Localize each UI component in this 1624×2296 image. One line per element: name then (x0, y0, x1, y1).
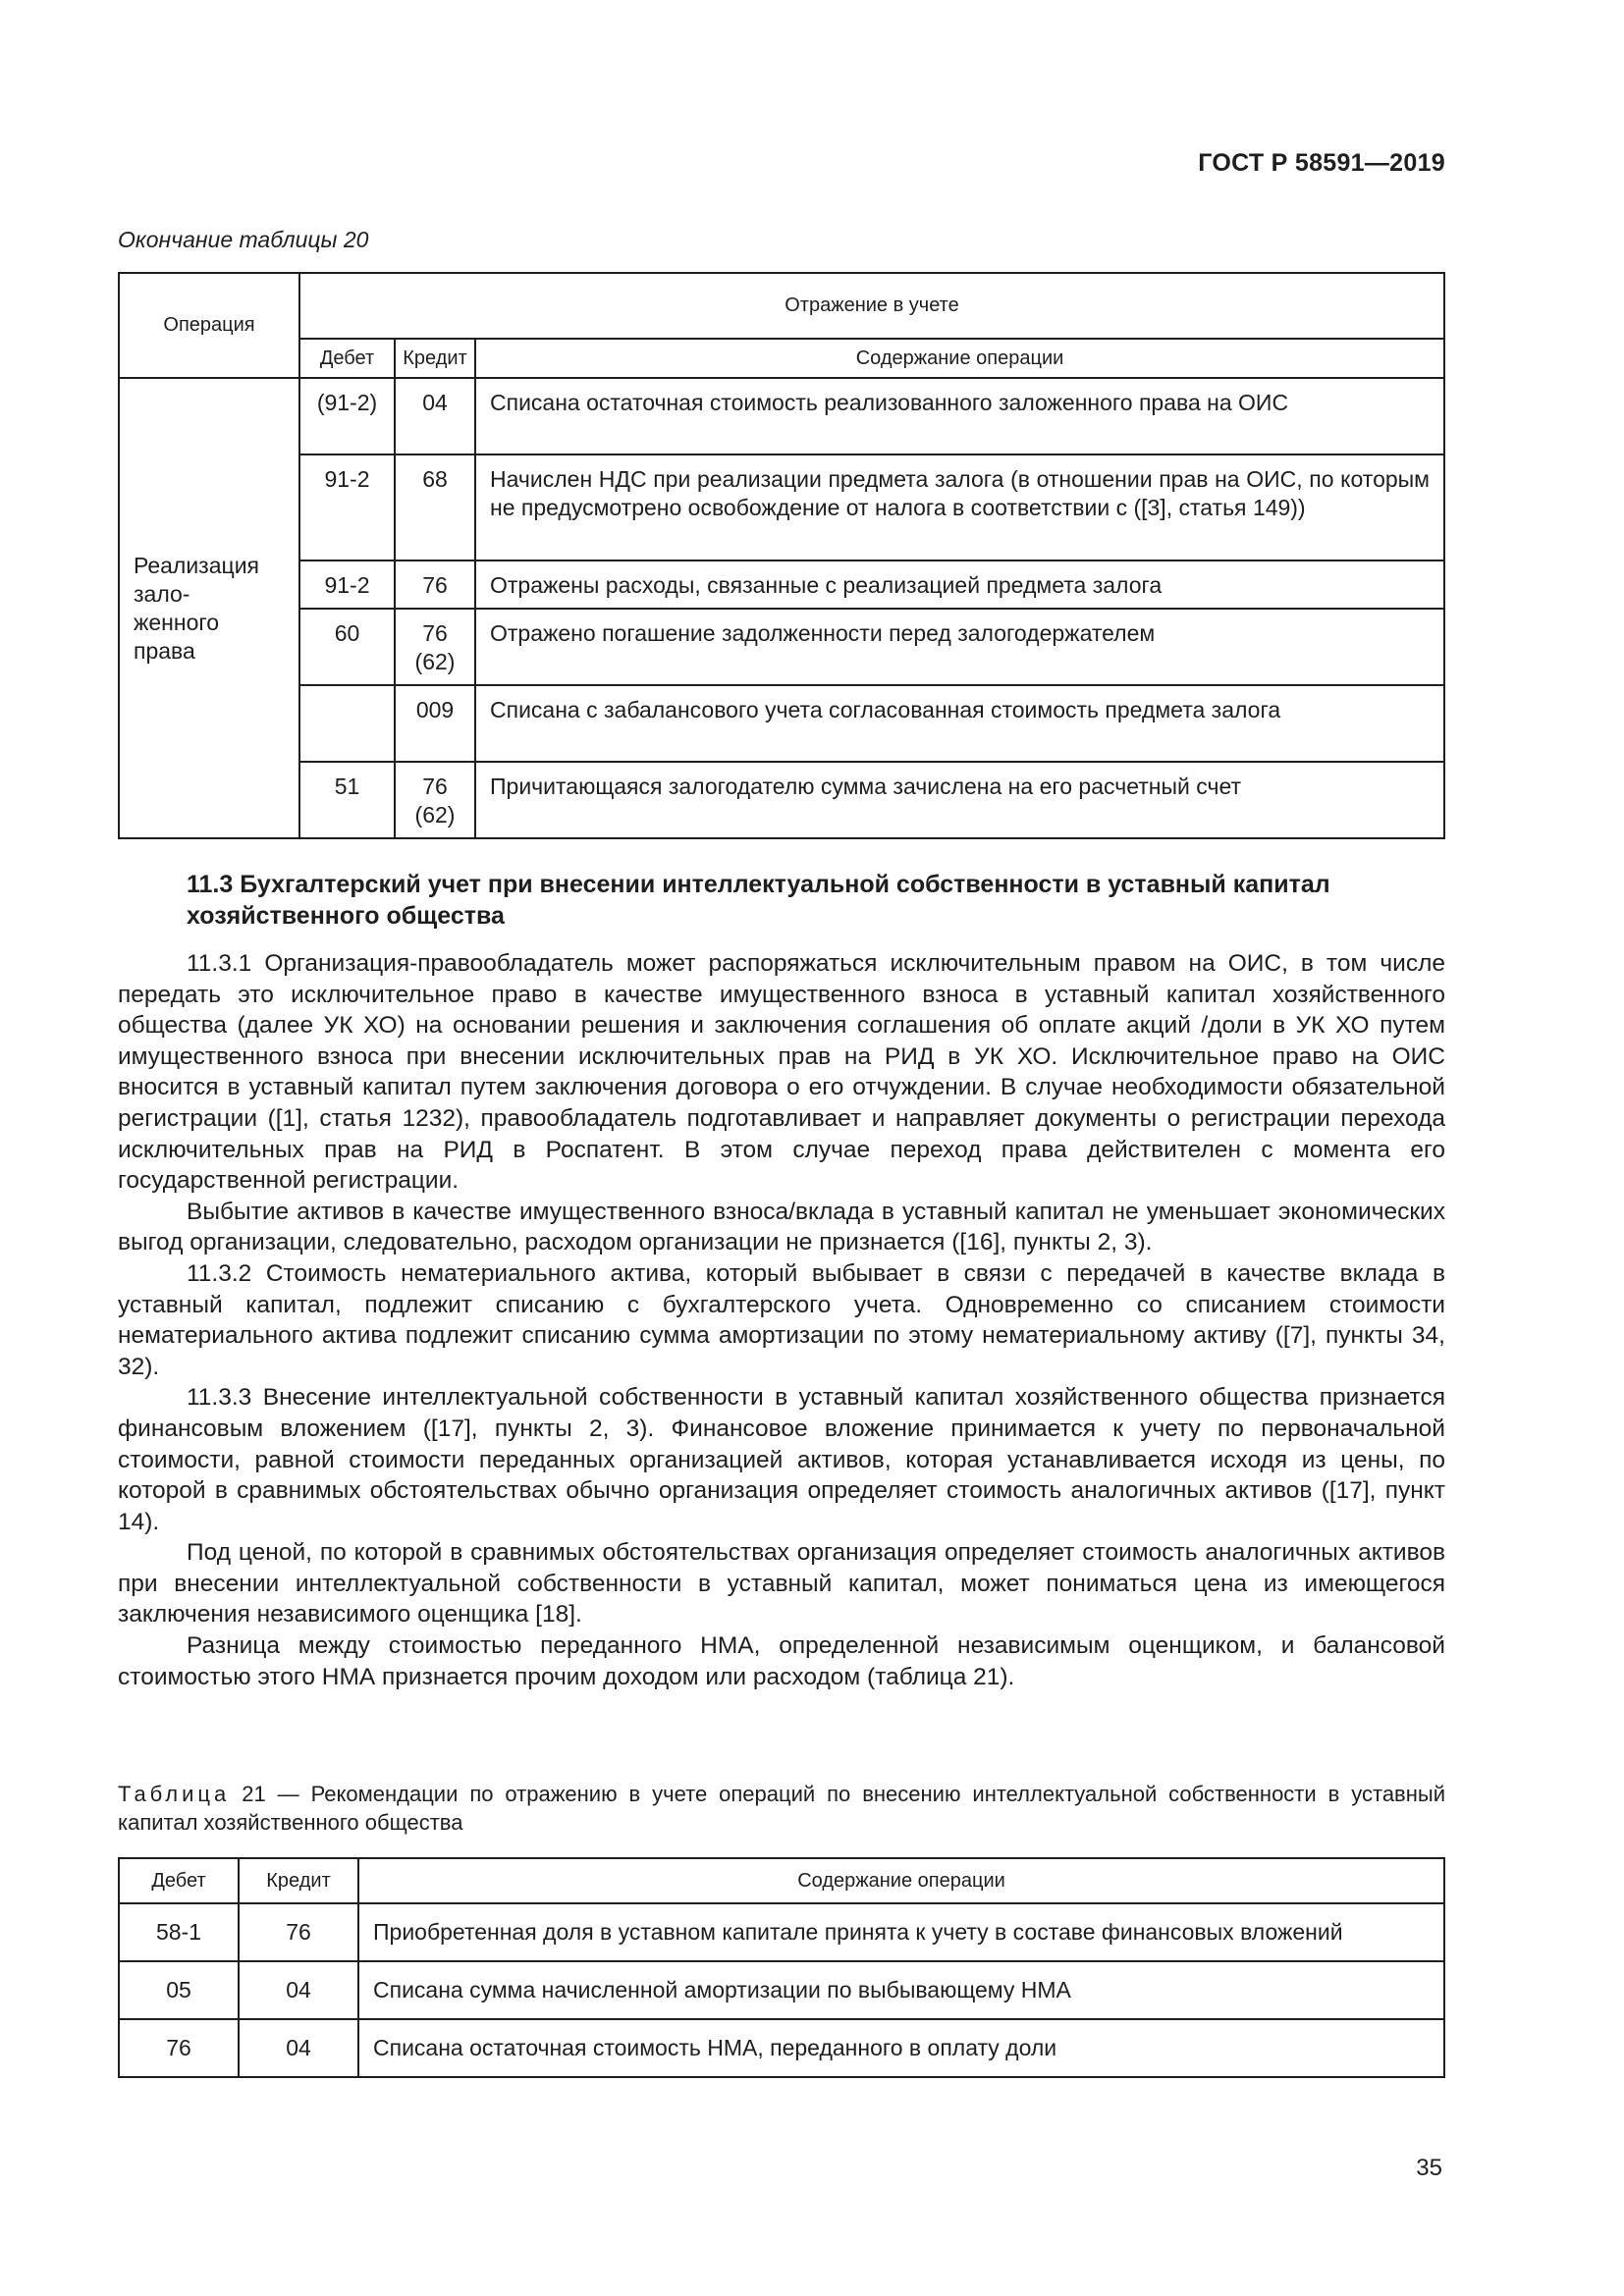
page-number: 35 (1416, 2155, 1442, 2181)
header-reflection: Отражение в учете (299, 273, 1444, 339)
header-credit: Кредит (239, 1858, 358, 1903)
header-content: Содержание операции (358, 1858, 1444, 1903)
content-cell: Причитающаяся залогодателю сумма зачислена на его расчетный счет (475, 762, 1444, 838)
credit-cell: 76 (62) (395, 762, 475, 838)
content-cell: Списана сумма начисленной амортизации по выбывающему НМА (358, 1961, 1444, 2019)
paragraph: 11.3.2 Стоимость нематериального актива, который выбывает в связи с передачей в качестве вклада в уставный капитал, подлежит списанию с бухгалтерского учета. Одновременно со списанием стоимости нематериального актива подлежит списанию сумма амортизации по этому нематериальному активу ([7], пункты 34, 32). (118, 1259, 1445, 1380)
credit-cell: 04 (395, 378, 475, 454)
table-21 (118, 1857, 1445, 2078)
content-cell: Списана остаточная стоимость реализованного заложенного права на ОИС (475, 378, 1444, 454)
credit-cell: 04 (239, 2019, 358, 2077)
credit-cell: 04 (239, 1961, 358, 2019)
credit-cell: 76 (62) (395, 609, 475, 685)
credit-cell: 68 (395, 454, 475, 561)
debit-cell: (91-2) (299, 378, 395, 454)
content-cell: Приобретенная доля в уставном капитале принята к учету в составе финансовых вложений (358, 1903, 1444, 1961)
table-row (119, 454, 1444, 561)
table-21-caption (118, 1780, 1445, 1837)
table-row (119, 685, 1444, 762)
header-operation: Операция (119, 273, 299, 378)
table-row (119, 1961, 1444, 2019)
document-code: ГОСТ Р 58591—2019 (1198, 149, 1445, 177)
header-debit: Дебет (119, 1858, 239, 1903)
header-debit: Дебет (299, 339, 395, 378)
table-20-continuation-caption: Окончание таблицы 20 (118, 227, 369, 252)
header-content: Содержание операции (475, 339, 1444, 378)
table-row (119, 762, 1444, 838)
paragraph: Разница между стоимостью переданного НМА, определенной независимым оценщиком, и балансовой стоимостью этого НМА признается прочим доходом или расходом (таблица 21). (118, 1632, 1445, 1690)
paragraph: Под ценой, по которой в сравнимых обстоятельствах организация определяет стоимость аналогичных активов при внесении интеллектуальной собственности в уставный капитал, может пониматься цена из имеющегося заключения независимого оценщика [18]. (118, 1539, 1445, 1629)
header-credit: Кредит (395, 339, 475, 378)
credit-cell: 76 (395, 561, 475, 609)
paragraph: 11.3.3 Внесение интеллектуальной собственности в уставный капитал хозяйственного общества признается финансовым вложением ([17], пункты 2, 3). Финансовое вложение принимается к учету по первоначальной стоимости, равной стоимости переданных организацией активов, которая устанавливается исходя из цены, по которой в сравнимых обстоятельствах обычно организация определяет стоимость аналогичных активов ([17], пункт 14). (118, 1384, 1445, 1535)
table-20 (118, 272, 1445, 839)
content-cell: Списана остаточная стоимость НМА, переданного в оплату доли (358, 2019, 1444, 2077)
content-cell: Отражены расходы, связанные с реализацией предмета залога (475, 561, 1444, 609)
debit-cell: 60 (299, 609, 395, 685)
content-cell: Списана с забалансового учета согласованная стоимость предмета залога (475, 685, 1444, 762)
operation-cell: Реализация зало- женного права (119, 378, 299, 838)
paragraph: 11.3.1 Организация-правообладатель может распоряжаться исключительным правом на ОИС, в том числе передать это исключительное право в качестве имущественного взноса в уставный капитал хозяйственного общества (далее УК ХО) на основании решения и заключения соглашения об оплате акций /доли в УК ХО путем имущественного взноса при внесении исключительных прав на РИД в УК ХО. Исключительное право на ОИС вносится в уставный капитал путем заключения договора о его отчуждении. В случае необходимости обязательной регистрации ([1], статья 1232), правообладатель подготавливает и направляет документы о регистрации перехода исключительных прав на РИД в Роспатент. В этом случае переход права действителен с момента его государственной регистрации. (118, 950, 1445, 1195)
credit-cell: 76 (239, 1903, 358, 1961)
content-cell: Отражено погашение задолженности перед залогодержателем (475, 609, 1444, 685)
debit-cell (299, 685, 395, 762)
table-row (119, 1903, 1444, 1961)
paragraph: Выбытие активов в качестве имущественного взноса/вклада в уставный капитал не уменьшает экономических выгод организации, следовательно, расходом организации не признается ([16], пункты 2, 3). (118, 1198, 1445, 1256)
section-heading: 11.3 Бухгалтерский учет при внесении интеллектуальной собственности в уставный капитал хозяйственного общества (187, 871, 1330, 930)
table-label: Таблица (118, 1782, 231, 1806)
debit-cell: 05 (119, 1961, 239, 2019)
credit-cell: 009 (395, 685, 475, 762)
debit-cell: 58-1 (119, 1903, 239, 1961)
debit-cell: 91-2 (299, 454, 395, 561)
table-row (119, 609, 1444, 685)
table-row (119, 2019, 1444, 2077)
section-body (118, 948, 1445, 1692)
debit-cell: 76 (119, 2019, 239, 2077)
table-row (119, 561, 1444, 609)
table-title: 21 — Рекомендации по отражению в учете операций по внесению интеллектуальной собственности в уставный капитал хозяйственного общества (118, 1782, 1445, 1835)
debit-cell: 91-2 (299, 561, 395, 609)
content-cell: Начислен НДС при реализации предмета залога (в отношении прав на ОИС, по которым не предусмотрено освобождение от налога в соответствии с ([3], статья 149)) (475, 454, 1444, 561)
debit-cell: 51 (299, 762, 395, 838)
table-row (119, 378, 1444, 454)
